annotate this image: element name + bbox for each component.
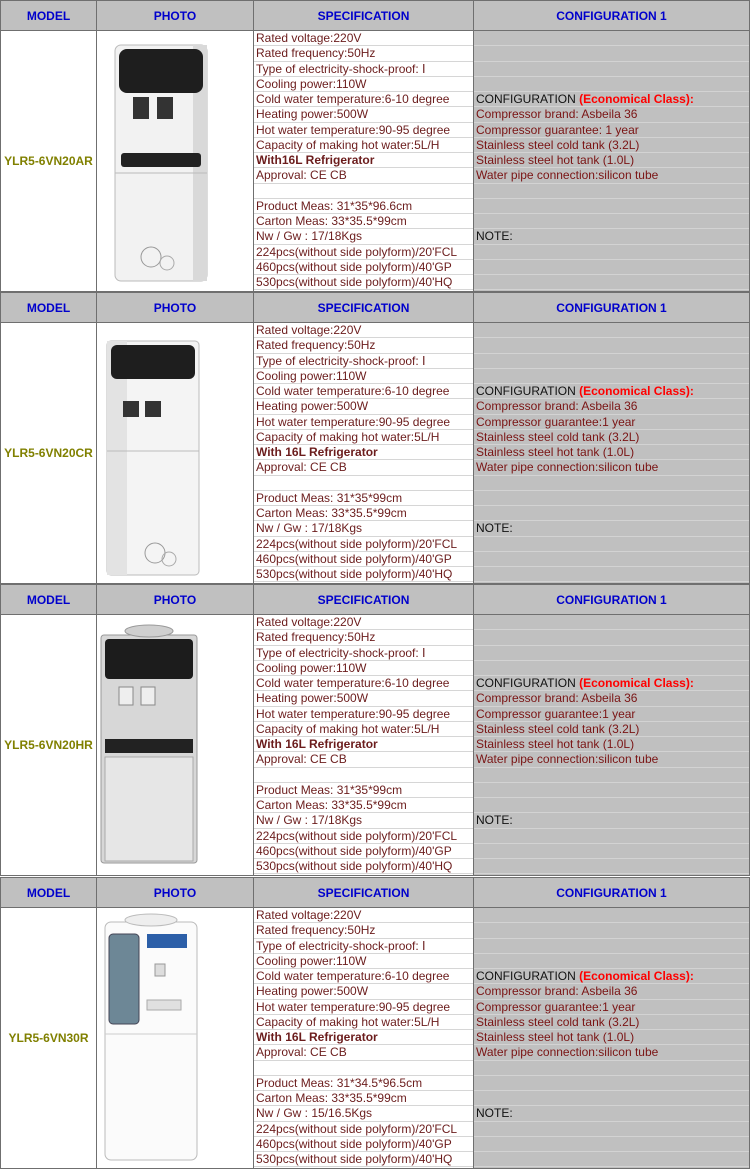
spec-line: Capacity of making hot water:5L/H [254,430,473,445]
photo-cell [96,322,254,584]
config-title: CONFIGURATION [476,969,576,983]
config-line: Compressor guarantee:1 year [474,1000,749,1015]
config-cell [473,322,750,584]
header-specification: SPECIFICATION [253,877,474,908]
photo-cell [96,614,254,876]
config-empty-line [474,630,749,645]
spec-line: Rated voltage:220V [254,908,473,923]
config-empty-line [474,338,749,353]
config-class: (Economical Class): [579,384,694,398]
spec-cell [253,30,474,292]
spec-line: 530pcs(without side polyform)/40'HQ [254,567,473,582]
spec-line: Heating power:500W [254,984,473,999]
config-title: CONFIGURATION [476,92,576,106]
header-configuration: CONFIGURATION 1 [473,292,750,323]
spec-line: Type of electricity-shock-proof: Ⅰ [254,939,473,954]
config-empty-line [474,77,749,92]
spec-line: Product Meas: 31*35*96.6cm [254,199,473,214]
spec-line: 224pcs(without side polyform)/20'FCL [254,245,473,260]
config-title: CONFIGURATION [476,384,576,398]
model-cell [0,30,97,292]
header-photo: PHOTO [96,584,254,615]
config-line: Stainless steel cold tank (3.2L) [474,138,749,153]
note-label: NOTE: [474,813,749,828]
config-empty-line [474,954,749,969]
header-specification: SPECIFICATION [253,292,474,323]
config-line: Stainless steel hot tank (1.0L) [474,153,749,168]
config-cell [473,614,750,876]
header-specification: SPECIFICATION [253,584,474,615]
config-title-line [474,676,749,691]
spec-line: Heating power:500W [254,399,473,414]
header-specification: SPECIFICATION [253,0,474,31]
spec-line: 530pcs(without side polyform)/40'HQ [254,275,473,290]
spec-line: Hot water temperature:90-95 degree [254,415,473,430]
config-empty-line [474,646,749,661]
config-empty-line [474,46,749,61]
config-line: Compressor guarantee: 1 year [474,123,749,138]
config-line: Water pipe connection:silicon tube [474,1045,749,1060]
config-line: Stainless steel cold tank (3.2L) [474,722,749,737]
product-block [0,877,750,1169]
spec-line: Nw / Gw : 17/18Kgs [254,229,473,244]
spec-line: Cooling power:110W [254,954,473,969]
config-empty-line [474,567,749,582]
spec-line: Capacity of making hot water:5L/H [254,138,473,153]
model-cell [0,907,97,1169]
spec-line: Capacity of making hot water:5L/H [254,722,473,737]
spec-line: Type of electricity-shock-proof: Ⅰ [254,354,473,369]
config-empty-line [474,354,749,369]
spec-line: Capacity of making hot water:5L/H [254,1015,473,1030]
spec-line: With 16L Refrigerator [254,737,473,752]
config-class: (Economical Class): [579,969,694,983]
spec-line: 460pcs(without side polyform)/40'GP [254,260,473,275]
config-empty-line [474,31,749,46]
model-name: YLR5-6VN20CR [4,446,93,460]
spec-line: Carton Meas: 33*35.5*99cm [254,1091,473,1106]
spec-line: 460pcs(without side polyform)/40'GP [254,844,473,859]
config-empty-line [474,491,749,506]
model-name: YLR5-6VN30R [8,1031,89,1045]
config-title: CONFIGURATION [476,676,576,690]
model-name: YLR5-6VN20HR [4,738,93,752]
spec-line: 224pcs(without side polyform)/20'FCL [254,537,473,552]
header-configuration: CONFIGURATION 1 [473,584,750,615]
spec-line: Rated voltage:220V [254,31,473,46]
spec-line: Type of electricity-shock-proof: Ⅰ [254,646,473,661]
config-class: (Economical Class): [579,92,694,106]
spec-line: Rated frequency:50Hz [254,338,473,353]
config-empty-line [474,537,749,552]
spec-line: Rated voltage:220V [254,323,473,338]
spec-line: Rated frequency:50Hz [254,630,473,645]
config-empty-line [474,908,749,923]
note-label: NOTE: [474,1106,749,1121]
config-line: Water pipe connection:silicon tube [474,460,749,475]
config-line: Compressor brand: Asbeila 36 [474,107,749,122]
spec-cell [253,907,474,1169]
config-line: Stainless steel hot tank (1.0L) [474,1030,749,1045]
spec-line [254,184,473,199]
config-line: Water pipe connection:silicon tube [474,168,749,183]
note-label: NOTE: [474,521,749,536]
config-line: Compressor guarantee:1 year [474,415,749,430]
config-empty-line [474,1061,749,1076]
spec-line: Nw / Gw : 17/18Kgs [254,813,473,828]
config-empty-line [474,323,749,338]
config-line: Compressor brand: Asbeila 36 [474,984,749,999]
header-photo: PHOTO [96,292,254,323]
spec-line: Approval: CE CB [254,168,473,183]
config-empty-line [474,1137,749,1152]
config-empty-line [474,844,749,859]
header-model: MODEL [0,877,97,908]
photo-cell [96,907,254,1169]
config-title-line [474,92,749,107]
spec-line: Approval: CE CB [254,460,473,475]
product-block [0,584,750,876]
spec-line: 530pcs(without side polyform)/40'HQ [254,859,473,874]
config-empty-line [474,1091,749,1106]
header-configuration: CONFIGURATION 1 [473,877,750,908]
photo-cell [96,30,254,292]
spec-line: Cold water temperature:6-10 degree [254,969,473,984]
config-empty-line [474,1152,749,1167]
header-configuration: CONFIGURATION 1 [473,0,750,31]
spec-line: 224pcs(without side polyform)/20'FCL [254,829,473,844]
config-empty-line [474,923,749,938]
header-model: MODEL [0,0,97,31]
spec-line [254,768,473,783]
config-empty-line [474,260,749,275]
spec-line: Rated frequency:50Hz [254,46,473,61]
config-cell [473,907,750,1169]
spec-line: Approval: CE CB [254,752,473,767]
config-empty-line [474,939,749,954]
spec-line: Hot water temperature:90-95 degree [254,707,473,722]
config-line: Compressor guarantee:1 year [474,707,749,722]
spec-cell [253,322,474,584]
config-title-line [474,384,749,399]
spec-line: Nw / Gw : 15/16.5Kgs [254,1106,473,1121]
config-empty-line [474,214,749,229]
spec-line: Hot water temperature:90-95 degree [254,1000,473,1015]
config-title-line [474,969,749,984]
config-empty-line [474,369,749,384]
config-empty-line [474,615,749,630]
spec-line: Cold water temperature:6-10 degree [254,92,473,107]
model-cell [0,614,97,876]
config-cell [473,30,750,292]
config-class: (Economical Class): [579,676,694,690]
config-empty-line [474,768,749,783]
config-empty-line [474,1122,749,1137]
spec-line: Product Meas: 31*34.5*96.5cm [254,1076,473,1091]
spec-line [254,476,473,491]
spec-line: Heating power:500W [254,107,473,122]
spec-line: Cold water temperature:6-10 degree [254,384,473,399]
spec-line: Heating power:500W [254,691,473,706]
header-model: MODEL [0,292,97,323]
config-empty-line [474,661,749,676]
product-block [0,0,750,292]
config-empty-line [474,62,749,77]
config-line: Compressor brand: Asbeila 36 [474,691,749,706]
config-empty-line [474,859,749,874]
spec-line: Product Meas: 31*35*99cm [254,783,473,798]
config-empty-line [474,245,749,260]
spec-line: 460pcs(without side polyform)/40'GP [254,1137,473,1152]
spec-line: Carton Meas: 33*35.5*99cm [254,214,473,229]
product-block [0,292,750,584]
header-photo: PHOTO [96,0,254,31]
config-line: Stainless steel cold tank (3.2L) [474,1015,749,1030]
spec-line: Approval: CE CB [254,1045,473,1060]
config-line: Compressor brand: Asbeila 36 [474,399,749,414]
spec-line: With16L Refrigerator [254,153,473,168]
config-empty-line [474,783,749,798]
spec-line: 224pcs(without side polyform)/20'FCL [254,1122,473,1137]
spec-cell [253,614,474,876]
spec-line: Type of electricity-shock-proof: Ⅰ [254,62,473,77]
spec-line: Rated voltage:220V [254,615,473,630]
config-empty-line [474,476,749,491]
config-empty-line [474,506,749,521]
spec-line: 530pcs(without side polyform)/40'HQ [254,1152,473,1167]
config-empty-line [474,184,749,199]
spec-line: Cooling power:110W [254,77,473,92]
config-empty-line [474,1076,749,1091]
config-empty-line [474,275,749,290]
header-photo: PHOTO [96,877,254,908]
config-empty-line [474,552,749,567]
config-line: Stainless steel cold tank (3.2L) [474,430,749,445]
config-line: Stainless steel hot tank (1.0L) [474,737,749,752]
config-line: Water pipe connection:silicon tube [474,752,749,767]
spec-line: 460pcs(without side polyform)/40'GP [254,552,473,567]
spec-line: With 16L Refrigerator [254,1030,473,1045]
model-cell [0,322,97,584]
spec-line: Cooling power:110W [254,661,473,676]
note-label: NOTE: [474,229,749,244]
config-empty-line [474,199,749,214]
header-model: MODEL [0,584,97,615]
config-empty-line [474,798,749,813]
spec-line [254,1061,473,1076]
spec-line: Nw / Gw : 17/18Kgs [254,521,473,536]
spec-line: Carton Meas: 33*35.5*99cm [254,506,473,521]
spec-line: Cold water temperature:6-10 degree [254,676,473,691]
spec-line: Cooling power:110W [254,369,473,384]
spec-line: Hot water temperature:90-95 degree [254,123,473,138]
spec-line: Product Meas: 31*35*99cm [254,491,473,506]
spec-line: Carton Meas: 33*35.5*99cm [254,798,473,813]
spec-line: Rated frequency:50Hz [254,923,473,938]
model-name: YLR5-6VN20AR [4,154,93,168]
spec-line: With 16L Refrigerator [254,445,473,460]
config-line: Stainless steel hot tank (1.0L) [474,445,749,460]
config-empty-line [474,829,749,844]
